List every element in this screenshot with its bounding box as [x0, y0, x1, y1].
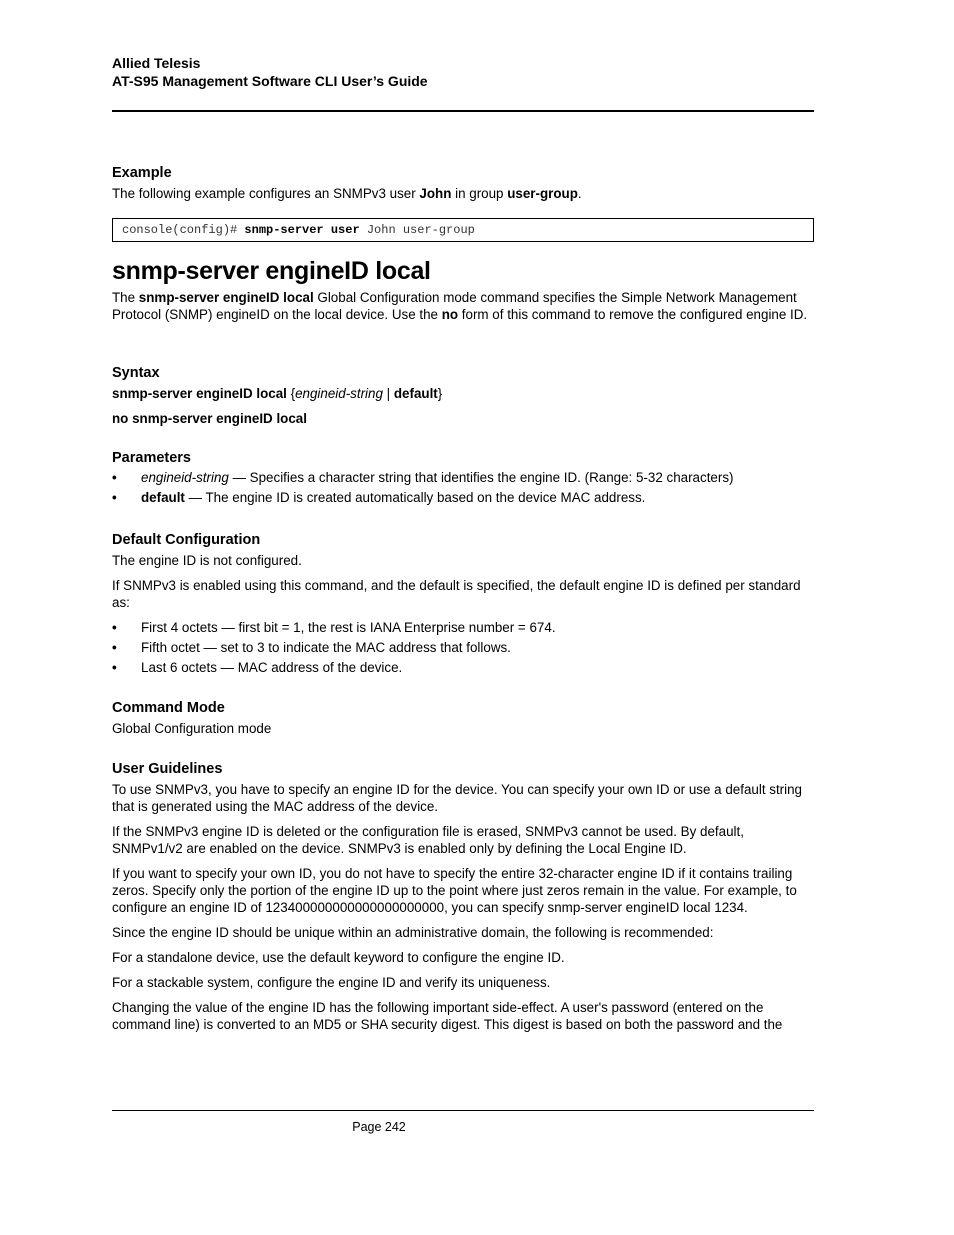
param-term: default — [141, 490, 185, 505]
user-guidelines-section — [112, 760, 814, 1033]
bullet-icon: • — [112, 490, 117, 505]
default-config-heading: Default Configuration — [112, 532, 261, 548]
example-user: John — [419, 186, 452, 201]
bullet-icon: • — [112, 640, 117, 655]
parameters-heading: Parameters — [112, 450, 191, 466]
bullet-icon: • — [112, 620, 117, 635]
list-item-text: Fifth octet — set to 3 to indicate the MAC address that follows. — [141, 640, 511, 655]
code-args: John user-group — [359, 223, 475, 237]
param-term: engineid-string — [141, 470, 229, 485]
syntax-brace-open: { — [286, 386, 296, 401]
guideline-paragraph: Since the engine ID should be unique within an administrative domain, the following is recommended: — [112, 925, 714, 940]
syntax-param: engineid-string — [295, 386, 383, 401]
list-item-text: First 4 octets — first bit = 1, the rest is IANA Enterprise number = 674. — [141, 620, 556, 635]
syntax-line-2: no snmp-server engineID local — [112, 411, 307, 426]
example-group: user-group — [507, 186, 578, 201]
code-command: snmp-server user — [244, 223, 360, 237]
guideline-paragraph: To use SNMPv3, you have to specify an engine ID for the device. You can specify your own ID or use a default string that is generated using the MAC address of the device. — [112, 782, 803, 814]
syntax-line-1 — [112, 385, 814, 402]
header-company: Allied Telesis — [112, 55, 201, 71]
default-config-p1: The engine ID is not configured. — [112, 553, 302, 568]
example-text-pre: The following example configures an SNMPv3 user — [112, 186, 420, 201]
guideline-paragraph: If you want to specify your own ID, you do not have to specify the entire 32-character engine ID if it contains trailing zeros. Specify only the portion of the engine ID up to the point where just zeros remain in the value. For example, to configure an engine ID of 123400000000000000000000, you can specify snmp-server engineID local 1234. — [112, 866, 797, 915]
section-intro — [112, 289, 814, 323]
list-item — [112, 639, 814, 656]
code-prompt: console(config)# — [122, 223, 245, 237]
parameters-section — [112, 449, 814, 509]
list-item — [112, 469, 814, 486]
list-item-text: Last 6 octets — MAC address of the device. — [141, 660, 403, 675]
code-example-box — [112, 218, 814, 242]
intro-pre: The — [112, 290, 139, 305]
syntax-heading: Syntax — [112, 365, 160, 381]
command-mode-section — [112, 699, 814, 737]
intro-post: form of this command to remove the configured engine ID. — [458, 307, 808, 322]
default-config-list — [112, 619, 814, 676]
syntax-default: default — [393, 386, 438, 401]
intro-mid: Global Configuration mode command specifies the Simple Network Management Protocol (SNMP) engineID on the local device. Use the — [112, 290, 797, 322]
bullet-icon: • — [112, 660, 117, 675]
example-text-post: . — [577, 186, 582, 201]
command-mode-heading: Command Mode — [112, 700, 225, 716]
default-config-section — [112, 531, 814, 679]
guideline-paragraph: For a standalone device, use the default keyword to configure the engine ID. — [112, 950, 565, 965]
section-title: snmp-server engineID local — [112, 257, 431, 285]
command-mode-text: Global Configuration mode — [112, 721, 272, 736]
example-text-mid: in group — [451, 186, 508, 201]
example-text — [112, 185, 814, 202]
param-desc: — Specifies a character string that identifies the engine ID. (Range: 5-32 characters) — [228, 470, 734, 485]
guideline-paragraph: If the SNMPv3 engine ID is deleted or the configuration file is erased, SNMPv3 cannot be used. By default, SNMPv1/v2 are enabled on the device. SNMPv3 is enabled only by defining the Local Engine ID. — [112, 824, 744, 856]
header-divider — [112, 110, 814, 112]
footer-divider — [112, 1110, 814, 1111]
syntax-separator: | — [382, 386, 394, 401]
example-heading: Example — [112, 165, 172, 181]
syntax-command: snmp-server engineID local — [112, 386, 287, 401]
default-config-p2: If SNMPv3 is enabled using this command, and the default is specified, the default engine ID is defined per standard as: — [112, 578, 801, 610]
bullet-icon: • — [112, 470, 117, 485]
user-guidelines-heading: User Guidelines — [112, 761, 223, 777]
header-guide-title: AT-S95 Management Software CLI User’s Guide — [112, 73, 428, 89]
syntax-section — [112, 364, 814, 427]
parameters-list — [112, 469, 814, 506]
intro-no-keyword: no — [441, 307, 459, 322]
list-item — [112, 619, 814, 636]
list-item — [112, 659, 814, 676]
intro-command: snmp-server engineID local — [138, 290, 314, 305]
param-desc: — The engine ID is created automatically based on the device MAC address. — [184, 490, 646, 505]
syntax-brace-close: } — [437, 386, 443, 401]
example-section — [112, 164, 814, 202]
list-item — [112, 489, 814, 506]
page-number: Page 242 — [352, 1120, 406, 1134]
intro-paragraph — [112, 289, 814, 323]
guideline-paragraph: For a stackable system, configure the engine ID and verify its uniqueness. — [112, 975, 551, 990]
guideline-paragraph: Changing the value of the engine ID has the following important side-effect. A user's password (entered on the command line) is converted to an MD5 or SHA security digest. This digest is based on both the password and the — [112, 1000, 783, 1032]
